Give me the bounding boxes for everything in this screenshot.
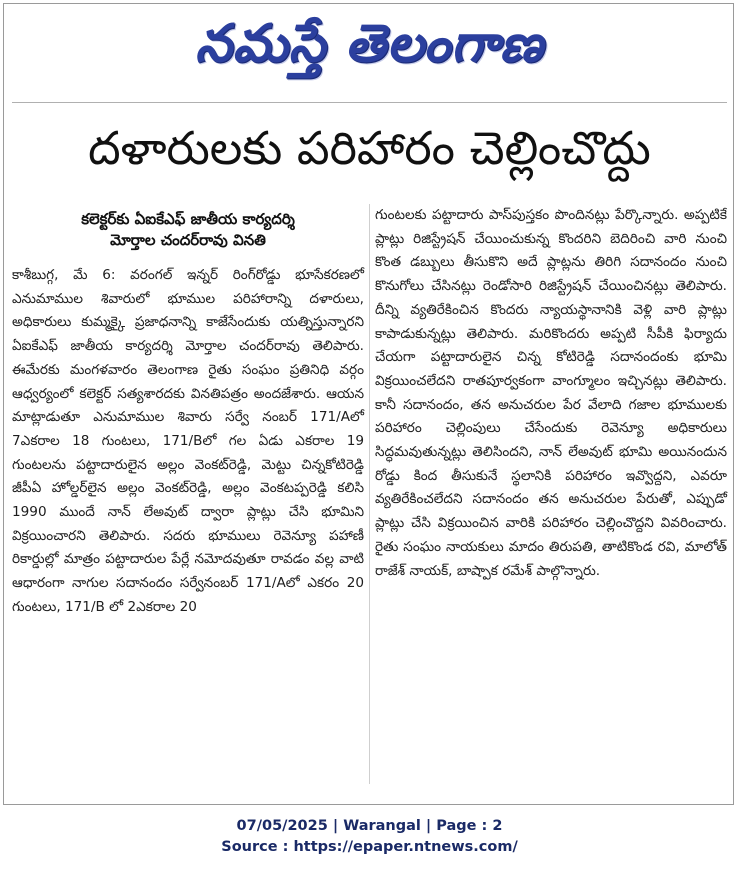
article-subhead-2: మోర్తాల చందర్‌రావు వినతి <box>110 231 266 249</box>
right-column-text: గుంటలకు పట్టాదారు పాస్‌పుస్తకం పొందినట్లు పేర్కొన్నారు. అప్పటికే ప్లాట్లు రిజిస్ట్రేషన్ చేయించుకున్న కొందరిని బెదిరించి వారి నుంచి కొంత డబ్బులు తీసుకొని అదే ప్లాట్లను తిరిగి సదానందం నుంచి కొనుగోలు చేసినట్లు రెండోసారి రిజిస్ట్రేషన్ చేయించినట్లు తెలిపారు. దీన్ని వ్యతిరేకించిన కొందరు న్యాయస్థానానికి వెళ్లి వారి ప్లాట్లు కాపాడుకున్నట్లు తెలిపారు. మరికొందరు అప్పటి సీపీకి ఫిర్యాదు చేయగా పట్టాదారులైన చిన్న కోటిరెడ్డి సదానందంకు భూమి విక్రయించలేదని రాతపూర్వకంగా వాంగ్మూలం ఇచ్చినట్లు తెలిపారు. కానీ సదానందం, తన అనుచరుల పేర వేలాది గజాల భూములకు పరిహారం చెల్లింపులు చేసేందుకు రెవెన్యూ అధికారులు సిద్ధమవుతున్నట్లు తెలిసిందని, నాన్ లేఅవుట్ భూమి అయినందున రోడ్డు కింద తీసుకునే స్థలానికి పరిహారం ఇవ్వొద్దని, ఎవరూ వ్యతిరేకించలేదని సదానందం తన అనుచరుల పేరుతో, ఎప్పుడో ప్లాట్లు చేసి విక్రయించిన వారికి పరిహారం చెల్లించొద్దని వివరించారు. రైతు సంఘం నాయకులు మాదం తిరుపతి, తాటికొండ రవి, మాలోత్ రాజేశ్ నాయక్, బాష్పాక రమేశ్ పాల్గొన్నారు. <box>375 207 727 579</box>
article-subhead-1: కలెక్టర్‌కు ఏఐకేఎఫ్ జాతీయ కార్యదర్శి <box>81 210 295 228</box>
footer-dateline: 07/05/2025 | Warangal | Page : 2 <box>236 818 503 834</box>
left-column-text: కాశీబుగ్గ, మే 6: వరంగల్ ఇన్నర్ రింగ్‌రోడ్డు భూసేకరణలో ఎనుమాముల శివారులో భూముల పరిహారాన్ని దళారులు, అధికారులు కుమ్మక్కై ప్రజాధనాన్ని కాజేసేందుకు యత్నిస్తున్నారని ఏఐకేఎఫ్ జాతీయ కార్యదర్శి మోర్తాల చందర్‌రావు తెలిపారు. ఈమేరకు మంగళవారం తెలంగాణ రైతు సంఘం ప్రతినిధి వర్గం ఆధ్వర్యంలో కలెక్టర్ సత్యశారదకు వినతిపత్రం అందజేశారు. ఆయన మాట్లాడుతూ ఎనుమాముల శివారు సర్వే నంబర్ 171/Aలో 7ఎకరాల 18 గుంటలు, 171/Bలో గల ఏడు ఎకరాల 19 గుంటలను పట్టాదారులైన అల్లం వెంకట్‌రెడ్డి, మెట్టు చిన్నకోటిరెడ్డి జీపీఏ హోల్డర్‌లైన అల్లం వెంకట్‌రెడ్డి, అల్లం వెంకటప్పరెడ్డి కలిసి 1990 ముందే నాన్ లేఅవుట్ ద్వారా ప్లాట్లు చేసి భూమిని విక్రయించారని తెలిపారు. సదరు భూములు రెవెన్యూ పహాణీ రికార్డుల్లో మాత్రం పట్టాదారుల పేర్లే నమోదవుతూ రావడం వల్ల వాటి ఆధారంగా నాగుల సదానందం సర్వేనంబర్ 171/Aలో ఎకరం 20 గుంటలు, 171/B లో 2ఎకరాల 20 <box>12 267 364 615</box>
footer-source: Source : https://epaper.ntnews.com/ <box>221 839 518 855</box>
article-headline: దళారులకు పరిహారం చెల్లించొద్దు <box>88 121 651 175</box>
article-column-left <box>12 264 364 620</box>
article-column-right <box>375 204 727 583</box>
column-divider <box>369 204 370 784</box>
newspaper-masthead: నమస్తే తెలంగాణ <box>195 14 544 74</box>
masthead-rule <box>12 102 727 103</box>
